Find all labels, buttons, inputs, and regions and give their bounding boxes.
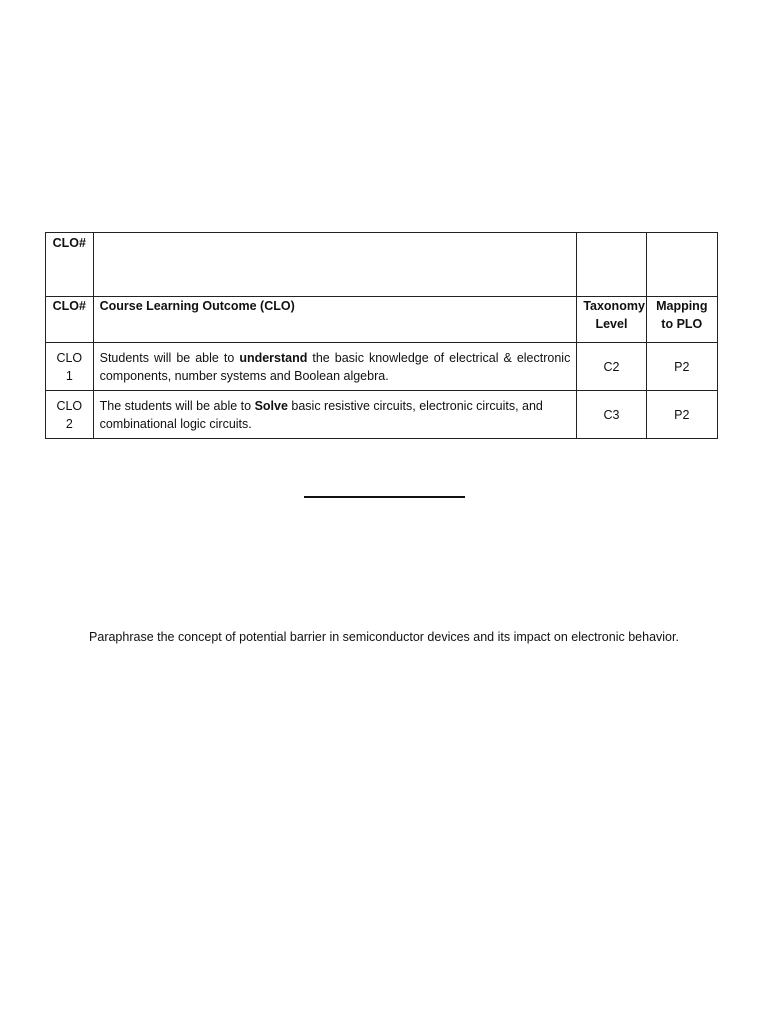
separator-line — [304, 496, 465, 498]
clo-outcome-cell — [93, 391, 577, 439]
empty-row-clo-label: CLO# — [46, 233, 94, 297]
clo-mapping-cell: P2 — [646, 391, 717, 439]
header-outcome — [93, 297, 577, 343]
clo-outcome-text-before: The students will be able to — [99, 398, 255, 413]
clo-outcome-text-after: the basic knowledge of electrical & electronic components, number systems and Boolean algebra. — [99, 350, 571, 383]
clo-outcome-keyword: Solve — [254, 398, 288, 413]
header-taxonomy-line2: Level — [595, 317, 628, 331]
header-clo-number-label: CLO# — [52, 299, 86, 313]
empty-row-taxonomy-cell — [577, 233, 646, 297]
clo-table — [45, 232, 718, 439]
table-empty-row — [46, 233, 718, 297]
table-header-row — [46, 297, 718, 343]
clo-outcome-text-before: Students will be able to — [99, 350, 240, 365]
empty-row-outcome-cell — [93, 233, 577, 297]
header-outcome-label: Course Learning Outcome (CLO) — [99, 299, 295, 313]
header-taxonomy-line1: Taxonomy — [583, 299, 645, 313]
clo-taxonomy-cell: C3 — [577, 391, 646, 439]
clo-mapping-cell: P2 — [646, 343, 717, 391]
clo-number-cell: CLO 2 — [46, 391, 94, 439]
header-taxonomy — [577, 297, 646, 343]
table-row — [46, 343, 718, 391]
clo-number-cell: CLO 1 — [46, 343, 94, 391]
header-mapping — [646, 297, 717, 343]
table-row — [46, 391, 718, 439]
header-mapping-line1: Mapping — [656, 299, 708, 313]
header-clo-number — [46, 297, 94, 343]
clo-outcome-keyword: understand — [239, 350, 308, 365]
clo-taxonomy-cell: C2 — [577, 343, 646, 391]
empty-row-mapping-cell — [646, 233, 717, 297]
clo-outcome-text-after: basic resistive circuits, electronic circuits, and combinational logic circuits. — [99, 398, 543, 431]
question-text: Paraphrase the concept of potential barrier in semiconductor devices and its impact on electronic behavior. — [89, 630, 679, 644]
header-mapping-line2: to PLO — [661, 317, 703, 331]
clo-outcome-cell — [93, 343, 577, 391]
